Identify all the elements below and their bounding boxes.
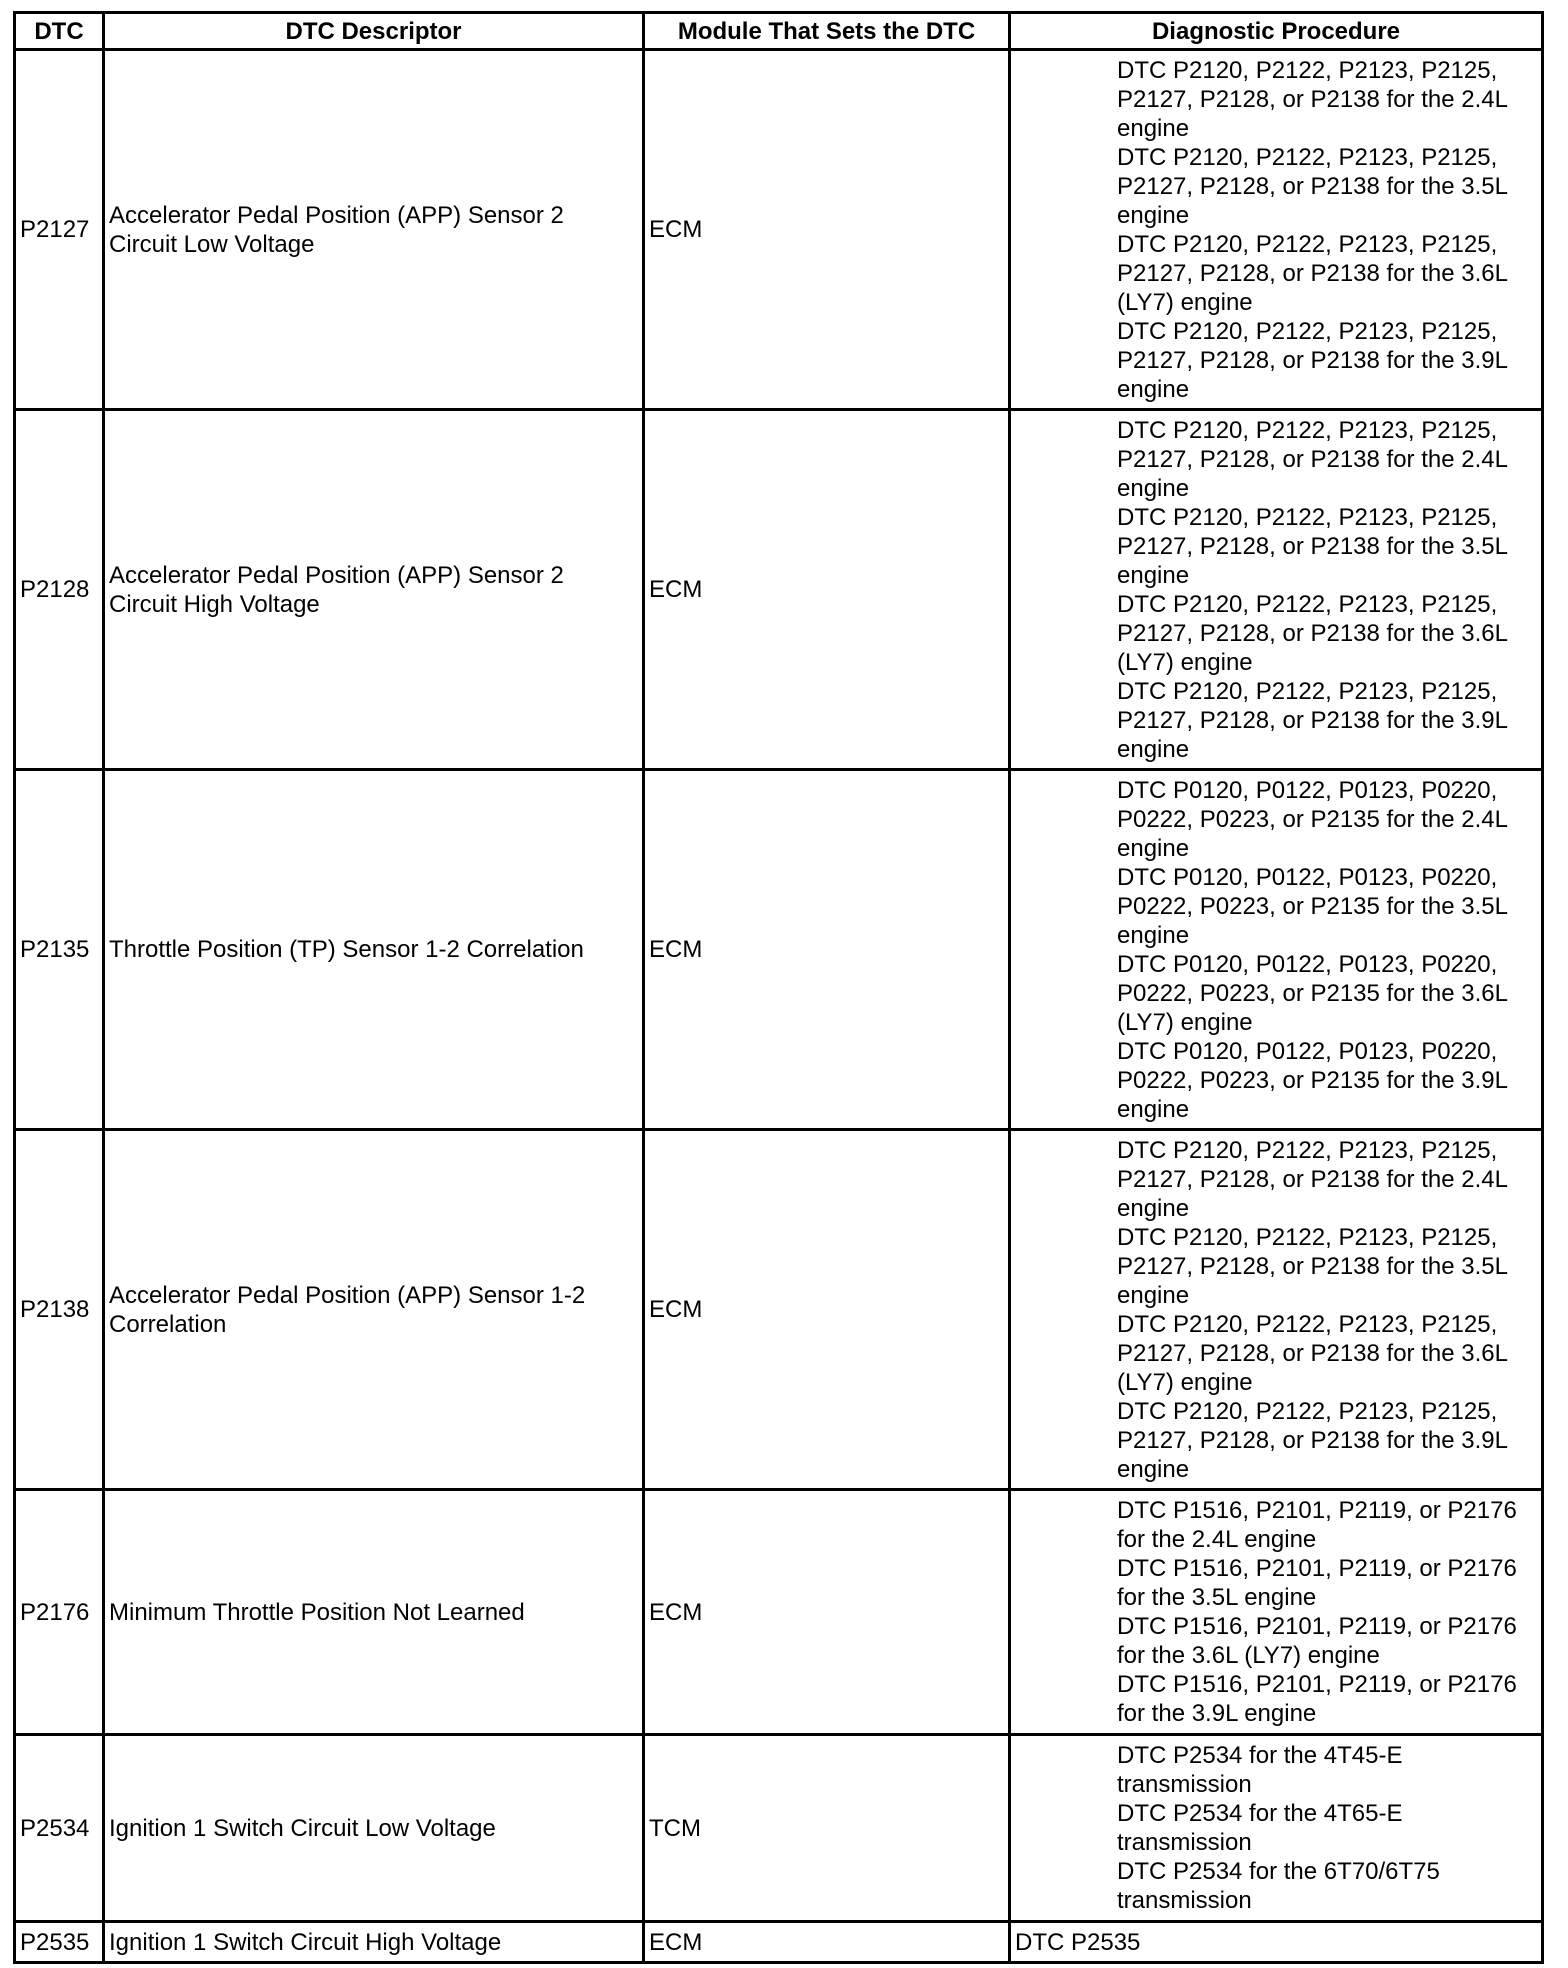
header-module: Module That Sets the DTC bbox=[644, 13, 1010, 50]
module-cell: ECM bbox=[644, 770, 1010, 1130]
dtc-code-cell: P2176 bbox=[15, 1490, 104, 1735]
diagnostic-procedure-cell bbox=[1010, 1735, 1543, 1922]
table-row bbox=[15, 1922, 1543, 1963]
procedure-link[interactable]: DTC P2120, P2122, P2123, P2125, P2127, P2128, or P2138 for the 3.6L (LY7) engine bbox=[1117, 590, 1508, 676]
module-cell: ECM bbox=[644, 410, 1010, 770]
table-body bbox=[15, 50, 1543, 1963]
diagnostic-procedure-cell bbox=[1010, 410, 1543, 770]
procedure-link[interactable]: DTC P2120, P2122, P2123, P2125, P2127, P2128, or P2138 for the 2.4L engine bbox=[1117, 56, 1508, 142]
module-cell: ECM bbox=[644, 1922, 1010, 1963]
table-row bbox=[15, 1735, 1543, 1922]
procedure-link[interactable]: DTC P0120, P0122, P0123, P0220, P0222, P0223, or P2135 for the 3.6L (LY7) engine bbox=[1117, 950, 1508, 1036]
dtc-descriptor-cell: Accelerator Pedal Position (APP) Sensor 2 Circuit High Voltage bbox=[104, 410, 644, 770]
procedure-link[interactable]: DTC P2120, P2122, P2123, P2125, P2127, P2128, or P2138 for the 3.9L engine bbox=[1117, 317, 1508, 403]
header-dtc: DTC bbox=[15, 13, 104, 50]
header-procedure: Diagnostic Procedure bbox=[1010, 13, 1543, 50]
procedure-link[interactable]: DTC P0120, P0122, P0123, P0220, P0222, P0223, or P2135 for the 2.4L engine bbox=[1117, 776, 1508, 862]
header-row bbox=[15, 13, 1543, 50]
dtc-table bbox=[13, 11, 1544, 1964]
module-cell: TCM bbox=[644, 1735, 1010, 1922]
dtc-descriptor-cell: Accelerator Pedal Position (APP) Sensor 2 Circuit Low Voltage bbox=[104, 50, 644, 410]
procedure-link[interactable]: DTC P0120, P0122, P0123, P0220, P0222, P0223, or P2135 for the 3.5L engine bbox=[1117, 863, 1508, 949]
diagnostic-procedure-cell bbox=[1010, 50, 1543, 410]
dtc-descriptor-cell: Ignition 1 Switch Circuit High Voltage bbox=[104, 1922, 644, 1963]
dtc-descriptor-cell: Throttle Position (TP) Sensor 1-2 Correlation bbox=[104, 770, 644, 1130]
dtc-code-cell: P2128 bbox=[15, 410, 104, 770]
procedure-link[interactable]: DTC P2535 bbox=[1015, 1928, 1141, 1956]
procedure-link[interactable]: DTC P1516, P2101, P2119, or P2176 for the 2.4L engine bbox=[1117, 1497, 1517, 1553]
header-descriptor: DTC Descriptor bbox=[104, 13, 644, 50]
dtc-code-cell: P2127 bbox=[15, 50, 104, 410]
procedure-link[interactable]: DTC P2120, P2122, P2123, P2125, P2127, P2128, or P2138 for the 3.5L engine bbox=[1117, 503, 1508, 589]
procedure-link[interactable]: DTC P2534 for the 4T45-E transmission bbox=[1117, 1742, 1403, 1798]
module-cell: ECM bbox=[644, 1490, 1010, 1735]
dtc-descriptor-cell: Ignition 1 Switch Circuit Low Voltage bbox=[104, 1735, 644, 1922]
table-row bbox=[15, 770, 1543, 1130]
procedure-link[interactable]: DTC P2120, P2122, P2123, P2125, P2127, P2128, or P2138 for the 2.4L engine bbox=[1117, 1136, 1508, 1222]
module-cell: ECM bbox=[644, 1130, 1010, 1490]
procedure-link[interactable]: DTC P1516, P2101, P2119, or P2176 for the 3.6L (LY7) engine bbox=[1117, 1613, 1517, 1669]
diagnostic-procedure-cell bbox=[1010, 1490, 1543, 1735]
procedure-link[interactable]: DTC P2120, P2122, P2123, P2125, P2127, P2128, or P2138 for the 3.9L engine bbox=[1117, 1397, 1508, 1483]
procedure-link[interactable]: DTC P2120, P2122, P2123, P2125, P2127, P2128, or P2138 for the 3.6L (LY7) engine bbox=[1117, 230, 1508, 316]
table-row bbox=[15, 1490, 1543, 1735]
procedure-link[interactable]: DTC P2120, P2122, P2123, P2125, P2127, P2128, or P2138 for the 3.9L engine bbox=[1117, 677, 1508, 763]
table-row bbox=[15, 1130, 1543, 1490]
diagnostic-procedure-cell bbox=[1010, 1130, 1543, 1490]
dtc-code-cell: P2135 bbox=[15, 770, 104, 1130]
diagnostic-procedure-cell bbox=[1010, 1922, 1543, 1963]
procedure-link[interactable]: DTC P2120, P2122, P2123, P2125, P2127, P2128, or P2138 for the 3.5L engine bbox=[1117, 1223, 1508, 1309]
procedure-link[interactable]: DTC P2120, P2122, P2123, P2125, P2127, P2128, or P2138 for the 2.4L engine bbox=[1117, 416, 1508, 502]
dtc-descriptor-cell: Minimum Throttle Position Not Learned bbox=[104, 1490, 644, 1735]
table-row bbox=[15, 50, 1543, 410]
module-cell: ECM bbox=[644, 50, 1010, 410]
dtc-code-cell: P2535 bbox=[15, 1922, 104, 1963]
procedure-link[interactable]: DTC P2534 for the 6T70/6T75 transmission bbox=[1117, 1858, 1440, 1914]
dtc-code-cell: P2534 bbox=[15, 1735, 104, 1922]
diagnostic-procedure-cell bbox=[1010, 770, 1543, 1130]
procedure-link[interactable]: DTC P1516, P2101, P2119, or P2176 for the 3.9L engine bbox=[1117, 1671, 1517, 1727]
dtc-descriptor-cell: Accelerator Pedal Position (APP) Sensor 1-2 Correlation bbox=[104, 1130, 644, 1490]
procedure-link[interactable]: DTC P2120, P2122, P2123, P2125, P2127, P2128, or P2138 for the 3.5L engine bbox=[1117, 143, 1508, 229]
table-row bbox=[15, 410, 1543, 770]
procedure-link[interactable]: DTC P2534 for the 4T65-E transmission bbox=[1117, 1800, 1403, 1856]
procedure-link[interactable]: DTC P2120, P2122, P2123, P2125, P2127, P2128, or P2138 for the 3.6L (LY7) engine bbox=[1117, 1310, 1508, 1396]
procedure-link[interactable]: DTC P1516, P2101, P2119, or P2176 for the 3.5L engine bbox=[1117, 1555, 1517, 1611]
procedure-link[interactable]: DTC P0120, P0122, P0123, P0220, P0222, P0223, or P2135 for the 3.9L engine bbox=[1117, 1037, 1508, 1123]
dtc-code-cell: P2138 bbox=[15, 1130, 104, 1490]
